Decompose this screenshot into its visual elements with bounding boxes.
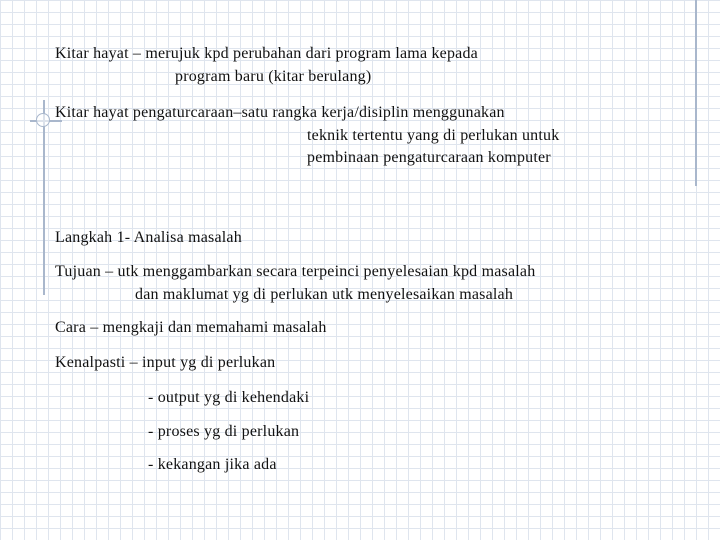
step-1-title: Langkah 1- Analisa masalah [55, 229, 242, 246]
list-item-kekangan: - kekangan jika ada [148, 456, 277, 473]
kenalpasti-line: Kenalpasti – input yg di perlukan [55, 354, 276, 371]
tujuan-line-1: Tujuan – utk menggambarkan secara terpeinci penyelesaian kpd masalah [55, 263, 536, 280]
definition-2-line-2: teknik tertentu yang di perlukan untuk [307, 127, 560, 144]
template-vertical-line-left [43, 100, 45, 295]
template-vertical-line-right [695, 0, 697, 186]
template-circle-ornament [36, 113, 50, 127]
list-item-proses: - proses yg di perlukan [148, 423, 300, 440]
definition-2-line-1: Kitar hayat pengaturcaraan–satu rangka kerja/disiplin menggunakan [55, 104, 505, 121]
definition-1-line-2: program baru (kitar berulang) [175, 68, 372, 85]
definition-1-line-1: Kitar hayat – merujuk kpd perubahan dari program lama kepada [55, 45, 478, 62]
tujuan-line-2: dan maklumat yg di perlukan utk menyelesaikan masalah [135, 286, 514, 303]
definition-2-line-3: pembinaan pengaturcaraan komputer [307, 149, 551, 166]
list-item-output: - output yg di kehendaki [148, 389, 310, 406]
cara-line: Cara – mengkaji dan memahami masalah [55, 319, 327, 336]
